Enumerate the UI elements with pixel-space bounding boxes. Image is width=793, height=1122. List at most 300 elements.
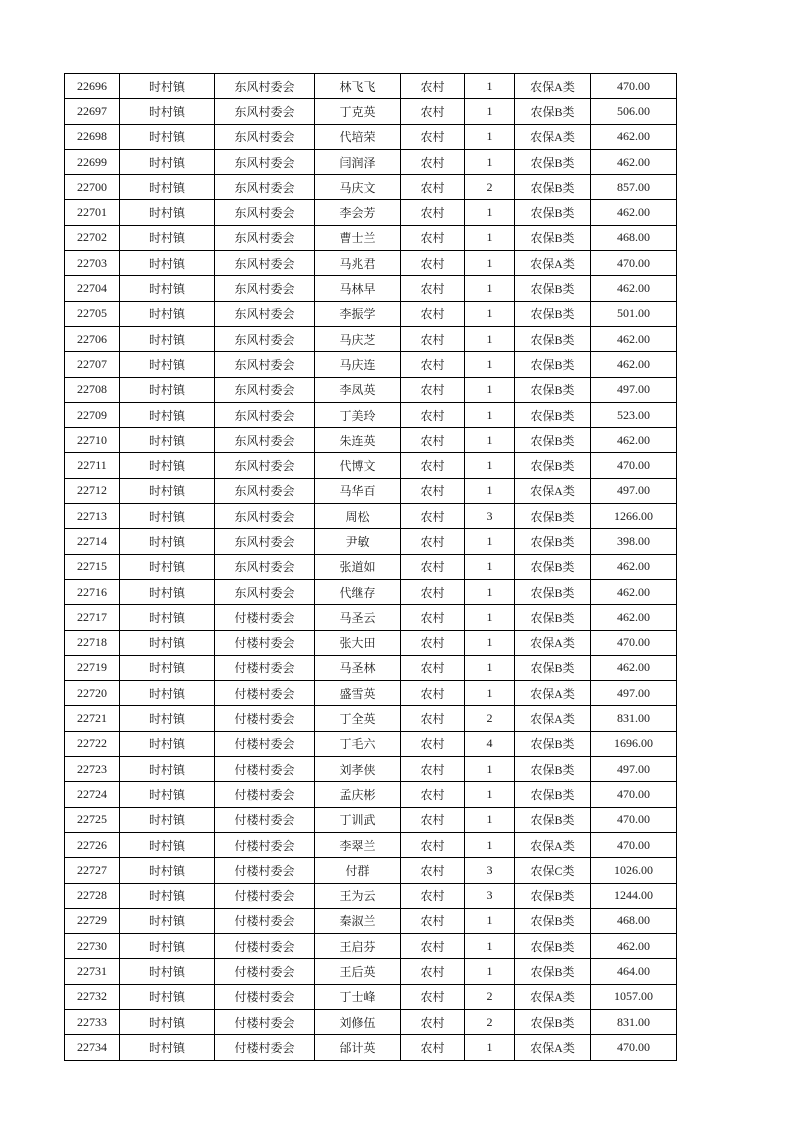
cell-village: 付楼村委会 xyxy=(215,959,315,984)
cell-amount: 497.00 xyxy=(591,681,677,706)
table-row xyxy=(65,655,677,680)
cell-type: 农村 xyxy=(401,832,465,857)
cell-village: 付楼村委会 xyxy=(215,782,315,807)
cell-name: 丁训武 xyxy=(315,807,401,832)
cell-category: 农保B类 xyxy=(515,352,591,377)
cell-town: 时村镇 xyxy=(120,1035,215,1060)
cell-village: 东风村委会 xyxy=(215,326,315,351)
cell-type: 农村 xyxy=(401,579,465,604)
cell-name: 代继存 xyxy=(315,579,401,604)
cell-name: 王为云 xyxy=(315,883,401,908)
cell-town: 时村镇 xyxy=(120,757,215,782)
cell-count: 1 xyxy=(465,301,515,326)
cell-name: 马圣云 xyxy=(315,605,401,630)
cell-count: 1 xyxy=(465,554,515,579)
cell-count: 1 xyxy=(465,402,515,427)
cell-village: 东风村委会 xyxy=(215,554,315,579)
cell-name: 马林早 xyxy=(315,276,401,301)
cell-count: 1 xyxy=(465,124,515,149)
cell-name: 李会芳 xyxy=(315,200,401,225)
cell-village: 东风村委会 xyxy=(215,99,315,124)
table-row xyxy=(65,579,677,604)
cell-type: 农村 xyxy=(401,757,465,782)
cell-count: 3 xyxy=(465,504,515,529)
cell-count: 3 xyxy=(465,883,515,908)
cell-amount: 468.00 xyxy=(591,908,677,933)
cell-village: 付楼村委会 xyxy=(215,630,315,655)
cell-town: 时村镇 xyxy=(120,124,215,149)
cell-village: 东风村委会 xyxy=(215,504,315,529)
cell-name: 王后英 xyxy=(315,959,401,984)
cell-id: 22718 xyxy=(65,630,120,655)
cell-name: 邰计英 xyxy=(315,1035,401,1060)
cell-category: 农保B类 xyxy=(515,731,591,756)
cell-category: 农保B类 xyxy=(515,579,591,604)
cell-count: 1 xyxy=(465,782,515,807)
cell-village: 东风村委会 xyxy=(215,377,315,402)
cell-town: 时村镇 xyxy=(120,984,215,1009)
cell-amount: 1026.00 xyxy=(591,858,677,883)
cell-count: 1 xyxy=(465,681,515,706)
cell-town: 时村镇 xyxy=(120,529,215,554)
cell-amount: 1244.00 xyxy=(591,883,677,908)
cell-name: 马兆君 xyxy=(315,251,401,276)
cell-village: 东风村委会 xyxy=(215,251,315,276)
cell-id: 22720 xyxy=(65,681,120,706)
cell-category: 农保B类 xyxy=(515,200,591,225)
cell-name: 秦淑兰 xyxy=(315,908,401,933)
cell-town: 时村镇 xyxy=(120,504,215,529)
cell-amount: 831.00 xyxy=(591,706,677,731)
table-row xyxy=(65,782,677,807)
cell-amount: 506.00 xyxy=(591,99,677,124)
cell-category: 农保A类 xyxy=(515,832,591,857)
cell-name: 张道如 xyxy=(315,554,401,579)
cell-village: 付楼村委会 xyxy=(215,934,315,959)
cell-count: 1 xyxy=(465,934,515,959)
cell-name: 盛雪英 xyxy=(315,681,401,706)
cell-town: 时村镇 xyxy=(120,630,215,655)
cell-category: 农保A类 xyxy=(515,74,591,99)
table-row xyxy=(65,934,677,959)
cell-name: 刘修伍 xyxy=(315,1009,401,1034)
cell-category: 农保C类 xyxy=(515,858,591,883)
cell-type: 农村 xyxy=(401,706,465,731)
cell-type: 农村 xyxy=(401,175,465,200)
cell-type: 农村 xyxy=(401,731,465,756)
cell-category: 农保B类 xyxy=(515,428,591,453)
cell-amount: 470.00 xyxy=(591,630,677,655)
cell-count: 2 xyxy=(465,175,515,200)
cell-count: 1 xyxy=(465,428,515,453)
cell-id: 22702 xyxy=(65,225,120,250)
cell-category: 农保A类 xyxy=(515,630,591,655)
cell-id: 22699 xyxy=(65,149,120,174)
cell-count: 1 xyxy=(465,832,515,857)
cell-name: 曹士兰 xyxy=(315,225,401,250)
cell-count: 1 xyxy=(465,529,515,554)
cell-count: 1 xyxy=(465,276,515,301)
cell-category: 农保A类 xyxy=(515,478,591,503)
cell-village: 付楼村委会 xyxy=(215,655,315,680)
table-row xyxy=(65,757,677,782)
table-row xyxy=(65,225,677,250)
table-row xyxy=(65,630,677,655)
cell-category: 农保B类 xyxy=(515,605,591,630)
cell-type: 农村 xyxy=(401,554,465,579)
cell-category: 农保B类 xyxy=(515,1009,591,1034)
cell-category: 农保B类 xyxy=(515,883,591,908)
cell-id: 22722 xyxy=(65,731,120,756)
cell-id: 22697 xyxy=(65,99,120,124)
cell-id: 22724 xyxy=(65,782,120,807)
cell-id: 22731 xyxy=(65,959,120,984)
cell-name: 尹敏 xyxy=(315,529,401,554)
cell-id: 22730 xyxy=(65,934,120,959)
cell-village: 东风村委会 xyxy=(215,149,315,174)
cell-name: 朱连英 xyxy=(315,428,401,453)
table-row xyxy=(65,453,677,478)
cell-count: 1 xyxy=(465,352,515,377)
cell-town: 时村镇 xyxy=(120,175,215,200)
cell-type: 农村 xyxy=(401,681,465,706)
cell-count: 1 xyxy=(465,74,515,99)
cell-id: 22706 xyxy=(65,326,120,351)
cell-category: 农保B类 xyxy=(515,225,591,250)
cell-type: 农村 xyxy=(401,99,465,124)
cell-id: 22725 xyxy=(65,807,120,832)
cell-town: 时村镇 xyxy=(120,554,215,579)
cell-category: 农保B类 xyxy=(515,276,591,301)
cell-type: 农村 xyxy=(401,478,465,503)
cell-id: 22708 xyxy=(65,377,120,402)
table-row xyxy=(65,402,677,427)
cell-name: 代博文 xyxy=(315,453,401,478)
cell-id: 22707 xyxy=(65,352,120,377)
cell-name: 周松 xyxy=(315,504,401,529)
cell-id: 22714 xyxy=(65,529,120,554)
table-row xyxy=(65,175,677,200)
cell-amount: 470.00 xyxy=(591,1035,677,1060)
cell-count: 1 xyxy=(465,99,515,124)
cell-id: 22726 xyxy=(65,832,120,857)
cell-type: 农村 xyxy=(401,352,465,377)
table-row xyxy=(65,99,677,124)
cell-name: 张大田 xyxy=(315,630,401,655)
cell-category: 农保B类 xyxy=(515,807,591,832)
table-row xyxy=(65,554,677,579)
cell-id: 22710 xyxy=(65,428,120,453)
cell-village: 东风村委会 xyxy=(215,225,315,250)
cell-village: 付楼村委会 xyxy=(215,681,315,706)
cell-amount: 462.00 xyxy=(591,579,677,604)
cell-category: 农保B类 xyxy=(515,326,591,351)
cell-type: 农村 xyxy=(401,453,465,478)
cell-id: 22712 xyxy=(65,478,120,503)
cell-category: 农保A类 xyxy=(515,1035,591,1060)
cell-count: 1 xyxy=(465,959,515,984)
cell-village: 付楼村委会 xyxy=(215,1035,315,1060)
cell-town: 时村镇 xyxy=(120,428,215,453)
table-row xyxy=(65,731,677,756)
cell-town: 时村镇 xyxy=(120,883,215,908)
table-row xyxy=(65,681,677,706)
cell-amount: 462.00 xyxy=(591,200,677,225)
cell-amount: 523.00 xyxy=(591,402,677,427)
cell-type: 农村 xyxy=(401,655,465,680)
cell-count: 1 xyxy=(465,478,515,503)
cell-type: 农村 xyxy=(401,1009,465,1034)
cell-village: 东风村委会 xyxy=(215,124,315,149)
cell-town: 时村镇 xyxy=(120,959,215,984)
cell-town: 时村镇 xyxy=(120,782,215,807)
cell-town: 时村镇 xyxy=(120,858,215,883)
table-row xyxy=(65,504,677,529)
cell-count: 4 xyxy=(465,731,515,756)
cell-village: 付楼村委会 xyxy=(215,706,315,731)
cell-id: 22713 xyxy=(65,504,120,529)
cell-count: 1 xyxy=(465,605,515,630)
cell-village: 东风村委会 xyxy=(215,402,315,427)
table-row xyxy=(65,984,677,1009)
cell-town: 时村镇 xyxy=(120,1009,215,1034)
cell-category: 农保B类 xyxy=(515,301,591,326)
cell-type: 农村 xyxy=(401,529,465,554)
cell-amount: 1266.00 xyxy=(591,504,677,529)
cell-category: 农保B类 xyxy=(515,959,591,984)
cell-amount: 462.00 xyxy=(591,326,677,351)
cell-type: 农村 xyxy=(401,276,465,301)
cell-type: 农村 xyxy=(401,402,465,427)
cell-category: 农保B类 xyxy=(515,149,591,174)
cell-id: 22715 xyxy=(65,554,120,579)
cell-id: 22732 xyxy=(65,984,120,1009)
cell-category: 农保B类 xyxy=(515,554,591,579)
cell-village: 东风村委会 xyxy=(215,453,315,478)
cell-amount: 462.00 xyxy=(591,124,677,149)
table-row xyxy=(65,883,677,908)
cell-town: 时村镇 xyxy=(120,807,215,832)
cell-amount: 468.00 xyxy=(591,225,677,250)
cell-amount: 1696.00 xyxy=(591,731,677,756)
cell-name: 马圣林 xyxy=(315,655,401,680)
cell-village: 东风村委会 xyxy=(215,200,315,225)
cell-type: 农村 xyxy=(401,807,465,832)
cell-category: 农保B类 xyxy=(515,175,591,200)
cell-town: 时村镇 xyxy=(120,99,215,124)
cell-name: 付群 xyxy=(315,858,401,883)
table-row xyxy=(65,1035,677,1060)
cell-type: 农村 xyxy=(401,377,465,402)
cell-village: 东风村委会 xyxy=(215,301,315,326)
cell-id: 22721 xyxy=(65,706,120,731)
cell-count: 3 xyxy=(465,858,515,883)
cell-town: 时村镇 xyxy=(120,74,215,99)
cell-count: 1 xyxy=(465,251,515,276)
cell-name: 马庆文 xyxy=(315,175,401,200)
cell-name: 丁美玲 xyxy=(315,402,401,427)
cell-id: 22727 xyxy=(65,858,120,883)
cell-id: 22719 xyxy=(65,655,120,680)
cell-type: 农村 xyxy=(401,225,465,250)
cell-village: 东风村委会 xyxy=(215,276,315,301)
table-row xyxy=(65,706,677,731)
cell-amount: 470.00 xyxy=(591,782,677,807)
cell-town: 时村镇 xyxy=(120,326,215,351)
cell-town: 时村镇 xyxy=(120,402,215,427)
cell-category: 农保A类 xyxy=(515,706,591,731)
cell-amount: 1057.00 xyxy=(591,984,677,1009)
cell-category: 农保B类 xyxy=(515,377,591,402)
cell-type: 农村 xyxy=(401,934,465,959)
cell-village: 东风村委会 xyxy=(215,74,315,99)
table-row xyxy=(65,200,677,225)
cell-amount: 462.00 xyxy=(591,655,677,680)
cell-village: 东风村委会 xyxy=(215,579,315,604)
cell-type: 农村 xyxy=(401,428,465,453)
cell-town: 时村镇 xyxy=(120,352,215,377)
cell-name: 丁士峰 xyxy=(315,984,401,1009)
cell-name: 代培荣 xyxy=(315,124,401,149)
records-table xyxy=(64,73,677,1061)
cell-village: 付楼村委会 xyxy=(215,731,315,756)
cell-type: 农村 xyxy=(401,74,465,99)
cell-town: 时村镇 xyxy=(120,681,215,706)
cell-count: 1 xyxy=(465,326,515,351)
cell-amount: 470.00 xyxy=(591,74,677,99)
cell-amount: 497.00 xyxy=(591,757,677,782)
cell-town: 时村镇 xyxy=(120,478,215,503)
cell-id: 22703 xyxy=(65,251,120,276)
cell-town: 时村镇 xyxy=(120,276,215,301)
cell-count: 1 xyxy=(465,807,515,832)
cell-name: 李翠兰 xyxy=(315,832,401,857)
cell-id: 22717 xyxy=(65,605,120,630)
cell-type: 农村 xyxy=(401,908,465,933)
records-table-body xyxy=(65,74,677,1061)
cell-village: 东风村委会 xyxy=(215,529,315,554)
cell-type: 农村 xyxy=(401,504,465,529)
cell-count: 2 xyxy=(465,1009,515,1034)
cell-name: 丁毛六 xyxy=(315,731,401,756)
table-row xyxy=(65,807,677,832)
cell-category: 农保B类 xyxy=(515,529,591,554)
table-row xyxy=(65,74,677,99)
cell-count: 1 xyxy=(465,377,515,402)
cell-town: 时村镇 xyxy=(120,225,215,250)
cell-count: 2 xyxy=(465,984,515,1009)
cell-name: 李振学 xyxy=(315,301,401,326)
cell-amount: 497.00 xyxy=(591,478,677,503)
cell-village: 付楼村委会 xyxy=(215,858,315,883)
cell-id: 22733 xyxy=(65,1009,120,1034)
table-row xyxy=(65,832,677,857)
cell-amount: 464.00 xyxy=(591,959,677,984)
cell-name: 李凤英 xyxy=(315,377,401,402)
table-row xyxy=(65,326,677,351)
cell-count: 1 xyxy=(465,149,515,174)
cell-town: 时村镇 xyxy=(120,934,215,959)
table-row xyxy=(65,251,677,276)
table-row xyxy=(65,529,677,554)
cell-village: 东风村委会 xyxy=(215,428,315,453)
cell-town: 时村镇 xyxy=(120,301,215,326)
cell-village: 东风村委会 xyxy=(215,352,315,377)
cell-category: 农保A类 xyxy=(515,984,591,1009)
cell-type: 农村 xyxy=(401,251,465,276)
table-row xyxy=(65,858,677,883)
cell-amount: 462.00 xyxy=(591,934,677,959)
cell-town: 时村镇 xyxy=(120,251,215,276)
cell-count: 1 xyxy=(465,200,515,225)
table-row xyxy=(65,605,677,630)
table-row xyxy=(65,276,677,301)
cell-id: 22704 xyxy=(65,276,120,301)
cell-town: 时村镇 xyxy=(120,605,215,630)
cell-id: 22698 xyxy=(65,124,120,149)
table-row xyxy=(65,908,677,933)
cell-amount: 462.00 xyxy=(591,352,677,377)
cell-name: 马华百 xyxy=(315,478,401,503)
cell-name: 马庆芝 xyxy=(315,326,401,351)
cell-type: 农村 xyxy=(401,782,465,807)
cell-count: 1 xyxy=(465,453,515,478)
cell-type: 农村 xyxy=(401,301,465,326)
cell-type: 农村 xyxy=(401,959,465,984)
cell-town: 时村镇 xyxy=(120,832,215,857)
cell-town: 时村镇 xyxy=(120,377,215,402)
cell-category: 农保A类 xyxy=(515,124,591,149)
cell-count: 1 xyxy=(465,630,515,655)
cell-village: 付楼村委会 xyxy=(215,883,315,908)
cell-id: 22734 xyxy=(65,1035,120,1060)
cell-town: 时村镇 xyxy=(120,655,215,680)
cell-amount: 398.00 xyxy=(591,529,677,554)
table-row xyxy=(65,301,677,326)
cell-type: 农村 xyxy=(401,326,465,351)
cell-amount: 462.00 xyxy=(591,605,677,630)
cell-type: 农村 xyxy=(401,605,465,630)
cell-amount: 831.00 xyxy=(591,1009,677,1034)
cell-amount: 470.00 xyxy=(591,251,677,276)
cell-category: 农保B类 xyxy=(515,782,591,807)
cell-category: 农保A类 xyxy=(515,681,591,706)
cell-name: 丁克英 xyxy=(315,99,401,124)
cell-name: 马庆连 xyxy=(315,352,401,377)
cell-category: 农保B类 xyxy=(515,655,591,680)
cell-type: 农村 xyxy=(401,883,465,908)
cell-name: 孟庆彬 xyxy=(315,782,401,807)
cell-type: 农村 xyxy=(401,630,465,655)
table-row xyxy=(65,124,677,149)
cell-category: 农保B类 xyxy=(515,504,591,529)
cell-town: 时村镇 xyxy=(120,731,215,756)
cell-amount: 462.00 xyxy=(591,554,677,579)
table-row xyxy=(65,478,677,503)
cell-amount: 462.00 xyxy=(591,276,677,301)
table-row xyxy=(65,1009,677,1034)
cell-amount: 470.00 xyxy=(591,453,677,478)
cell-id: 22729 xyxy=(65,908,120,933)
cell-amount: 470.00 xyxy=(591,807,677,832)
cell-name: 刘孝侠 xyxy=(315,757,401,782)
cell-name: 闫润泽 xyxy=(315,149,401,174)
cell-amount: 462.00 xyxy=(591,149,677,174)
table-row xyxy=(65,377,677,402)
cell-id: 22700 xyxy=(65,175,120,200)
cell-village: 东风村委会 xyxy=(215,175,315,200)
cell-count: 2 xyxy=(465,706,515,731)
